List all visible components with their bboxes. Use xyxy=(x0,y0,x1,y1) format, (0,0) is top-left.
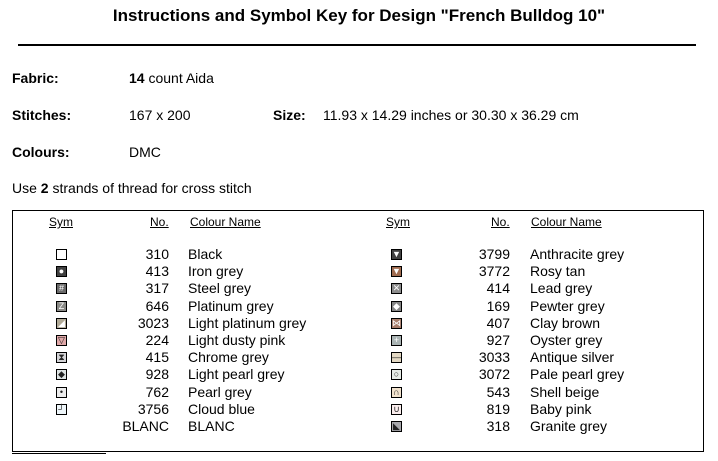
dmc-number: 3072 xyxy=(478,366,510,383)
dmc-number: 819 xyxy=(486,400,510,417)
colour-name: Granite grey xyxy=(530,418,608,434)
stitches-label: Stitches: xyxy=(12,107,72,123)
no-header-right: No. xyxy=(491,215,510,229)
symbol-key-table xyxy=(12,210,704,452)
dmc-number: 407 xyxy=(486,314,510,331)
colour-name: Cloud blue xyxy=(188,400,255,417)
dmc-number: 413 xyxy=(145,263,169,280)
colour-name: Baby pink xyxy=(530,400,592,417)
dmc-number: 3799 xyxy=(478,246,510,262)
symbol-swatch-icon: — xyxy=(392,352,401,363)
strands-post: strands of thread for cross stitch xyxy=(48,180,252,196)
strands-count: 2 xyxy=(40,180,49,196)
dmc-number: 928 xyxy=(145,366,169,383)
colour-name: Steel grey xyxy=(188,280,252,297)
colour-name: Lead grey xyxy=(530,280,593,297)
name-header-left: Colour Name xyxy=(190,215,261,229)
dmc-number: 543 xyxy=(486,383,510,400)
dmc-number: 3756 xyxy=(137,400,169,417)
colour-name: Pewter grey xyxy=(530,297,605,314)
fabric-type: count Aida xyxy=(144,70,214,86)
strands-pre: Use xyxy=(12,180,41,196)
symbol-swatch-icon: ◣ xyxy=(391,421,402,432)
dmc-number: BLANC xyxy=(122,418,169,434)
dmc-number: 415 xyxy=(145,349,169,366)
fabric-count: 14 xyxy=(129,70,145,86)
symbol-swatch-icon: ∩ xyxy=(391,387,402,398)
dmc-number: 414 xyxy=(486,280,510,297)
colour-name: Anthracite grey xyxy=(530,246,625,262)
page-title: Instructions and Symbol Key for Design "French Bulldog 10" xyxy=(112,6,606,25)
symbol-swatch-icon: ● xyxy=(56,266,67,277)
dmc-number: 169 xyxy=(486,297,510,314)
fabric-label: Fabric: xyxy=(12,70,59,86)
dmc-number: 310 xyxy=(145,246,169,262)
colours-value: DMC xyxy=(129,144,161,160)
symbol-swatch-icon: ◆ xyxy=(56,369,67,380)
footer-line xyxy=(12,453,106,454)
dmc-number: 318 xyxy=(486,418,510,434)
colour-name: Pearl grey xyxy=(188,383,252,400)
colour-name: Rosy tan xyxy=(530,263,586,280)
colour-name: Light pearl grey xyxy=(188,366,285,383)
colour-name: Shell beige xyxy=(530,383,600,400)
stitches-value: 167 x 200 xyxy=(129,107,191,123)
dmc-number: 927 xyxy=(486,332,510,348)
colour-name: Clay brown xyxy=(530,314,601,331)
name-header-right: Colour Name xyxy=(531,215,602,229)
symbol-swatch-icon: ⧗ xyxy=(56,352,67,363)
dmc-number: 3772 xyxy=(478,263,510,280)
symbol-swatch-icon: ┘ xyxy=(56,404,67,415)
sym-header-right: Sym xyxy=(386,215,410,229)
symbol-swatch-icon: ◢ xyxy=(56,318,67,329)
symbol-swatch-icon: ◆ xyxy=(391,301,402,312)
size-label: Size: xyxy=(273,107,306,123)
colours-label: Colours: xyxy=(12,144,70,160)
symbol-swatch-icon xyxy=(56,249,67,260)
title-divider xyxy=(18,44,696,46)
fabric-value xyxy=(129,70,214,86)
symbol-swatch-icon: ⋈ xyxy=(392,317,401,328)
symbol-swatch-icon: • xyxy=(56,387,67,398)
dmc-number: 3033 xyxy=(478,349,510,366)
colour-name: Light platinum grey xyxy=(188,314,307,331)
dmc-number: 646 xyxy=(145,297,169,314)
dmc-number: 762 xyxy=(145,383,169,400)
colour-name: Iron grey xyxy=(188,263,244,280)
colour-name: Platinum grey xyxy=(188,297,274,314)
symbol-swatch-icon: ○ xyxy=(391,369,402,380)
symbol-swatch-icon: ▼ xyxy=(392,266,401,277)
colour-name: Light dusty pink xyxy=(188,332,286,348)
colour-name: Antique silver xyxy=(530,349,615,366)
colour-name: Black xyxy=(188,246,223,262)
symbol-swatch-icon: + xyxy=(391,335,402,346)
symbol-swatch-icon: ▽ xyxy=(56,335,67,346)
colour-name: BLANC xyxy=(188,418,235,434)
dmc-number: 3023 xyxy=(137,314,169,331)
symbol-swatch-icon: ▼ xyxy=(392,249,401,259)
symbol-swatch-icon: ∪ xyxy=(391,404,402,415)
symbol-swatch-icon: # xyxy=(56,283,67,294)
colour-name: Oyster grey xyxy=(530,332,603,348)
colour-name: Chrome grey xyxy=(188,349,269,366)
dmc-number: 224 xyxy=(145,332,169,348)
symbol-swatch-icon: ✕ xyxy=(392,283,401,294)
size-value: 11.93 x 14.29 inches or 30.30 x 36.29 cm xyxy=(323,107,579,123)
strands-instruction xyxy=(12,180,252,196)
sym-header-left: Sym xyxy=(49,215,73,229)
colour-name: Pale pearl grey xyxy=(530,366,625,383)
no-header-left: No. xyxy=(150,215,169,229)
dmc-number: 317 xyxy=(145,280,169,297)
symbol-swatch-icon xyxy=(56,421,67,432)
symbol-swatch-icon: Z xyxy=(56,301,67,312)
